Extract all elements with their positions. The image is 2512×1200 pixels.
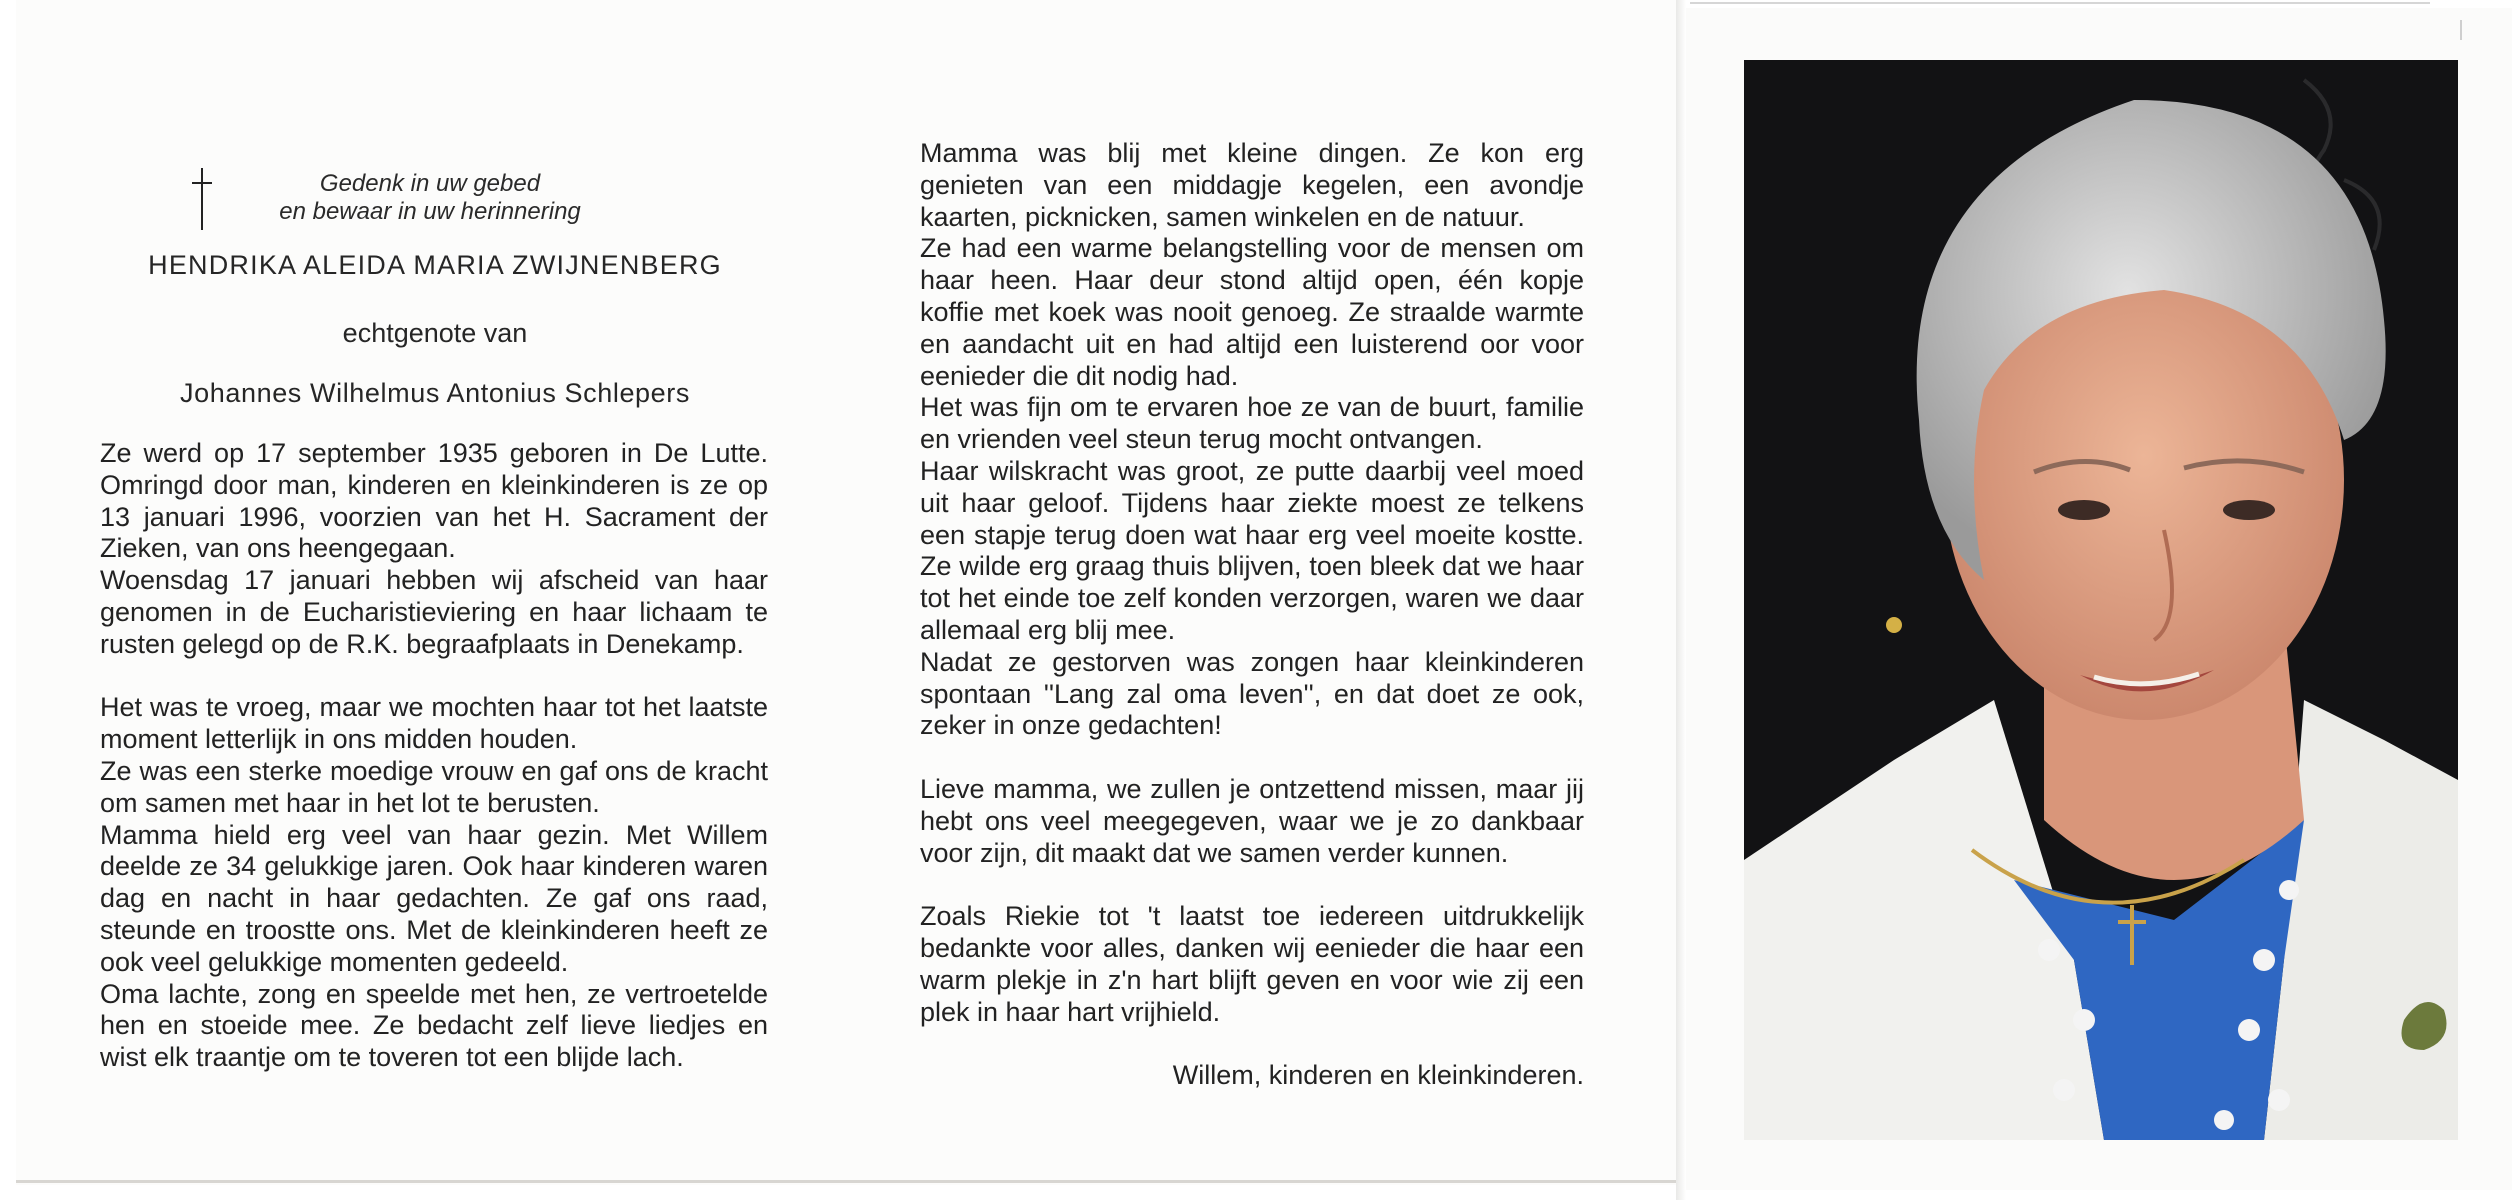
card-bottom-edge [16, 1180, 1676, 1183]
prayer-verse [230, 170, 630, 226]
prayer-line-1: Gedenk in uw gebed [319, 170, 541, 197]
prayer-line-2: en bewaar in uw herinnering [279, 198, 581, 225]
portrait-illustration [1744, 60, 2458, 1140]
memories-paragraph: Mamma was blij met kleine dingen. Ze kon erg genieten van een middagje kegelen, een avondje kaarten, picknicken, samen winkelen en de natuur. Ze had een warme belangstelling voor de mensen om haar heen. Haar deur stond altijd open, één kopje koffie met koek was nooit genoeg. Ze straalde warmte en aandacht uit en had altijd een luisterend oor voor eenieder die dit nodig had. Het was fijn om te ervaren hoe ze van de buurt, familie en vrienden veel steun terug mocht ontvangen. Haar wilskracht was groot, ze putte daarbij veel moed uit haar geloof. Tijdens haar ziekte moest ze telkens een stapje terug doen wat haar erg veel moeite kostte. Ze wilde erg graag thuis blijven, toen bleek dat we haar tot het einde toe zelf konden verzorgen, waren we daar allemaal erg blij mee. Nadat ze gestorven was zongen haar kleinkinderen spontaan ''Lang zal oma leven'', en dat doet ze ook, zeker in onze gedachten! [920, 138, 1584, 741]
portrait-photo [1744, 60, 2458, 1140]
eye-left [2058, 500, 2110, 520]
cross-icon [188, 168, 218, 232]
eye-right [2223, 500, 2275, 520]
biography-paragraph: Ze werd op 17 september 1935 geboren in De Lutte. Omringd door man, kinderen en kleinkinderen is ze op 13 januari 1996, voorzien van het H. Sacrament der Zieken, van ons heengegaan. Woensdag 17 januari hebben wij afscheid van haar genomen in de Eucharistieviering en haar lichaam te rusten gelegd op de R.K. begraafplaats in Denekamp. [100, 438, 768, 659]
spouse-name: Johannes Wilhelmus Antonius Schlepers [180, 378, 690, 408]
left-text-column [100, 438, 768, 1074]
card-fold [1676, 0, 1686, 1200]
right-text-column [920, 138, 1584, 1092]
thanks-paragraph: Zoals Riekie tot 't laatst toe iedereen uitdrukkelijk bedankte voor alles, danken wij eenieder die haar een warm plekje in z'n hart blijft geven en voor wie zij een plek in haar hart vrijhield. [920, 901, 1584, 1027]
earring [1886, 617, 1902, 633]
spouse-intro: echtgenote van [342, 318, 528, 348]
tribute-paragraph: Het was te vroeg, maar we mochten haar tot het laatste moment letterlijk in ons midden houden. Ze was een sterke moedige vrouw en gaf ons de kracht om samen met haar in het lot te berusten. Mamma hield erg veel van haar gezin. Met Willem deelde ze 34 gelukkige jaren. Ook haar kinderen waren dag en nacht in haar gedachten. Ze gaf ons raad, steunde en troostte ons. Met de kleinkinderen heeft ze ook veel gelukkige momenten gedeeld. Oma lachte, zong en speelde met hen, ze vertroetelde hen en stoeide mee. Ze bedacht zelf lieve liedjes en wist elk traantje om te toveren tot een blijde lach. [100, 692, 768, 1073]
card-corner-mark [2460, 20, 2462, 40]
card-top-edge [1690, 2, 2430, 4]
signature: Willem, kinderen en kleinkinderen. [1172, 1060, 1584, 1091]
farewell-paragraph: Lieve mamma, we zullen je ontzettend missen, maar jij hebt ons veel meegegeven, waar we je zo dankbaar voor zijn, dit maakt dat we samen verder kunnen. [920, 773, 1584, 868]
deceased-name: HENDRIKA ALEIDA MARIA ZWIJNENBERG [148, 250, 722, 280]
